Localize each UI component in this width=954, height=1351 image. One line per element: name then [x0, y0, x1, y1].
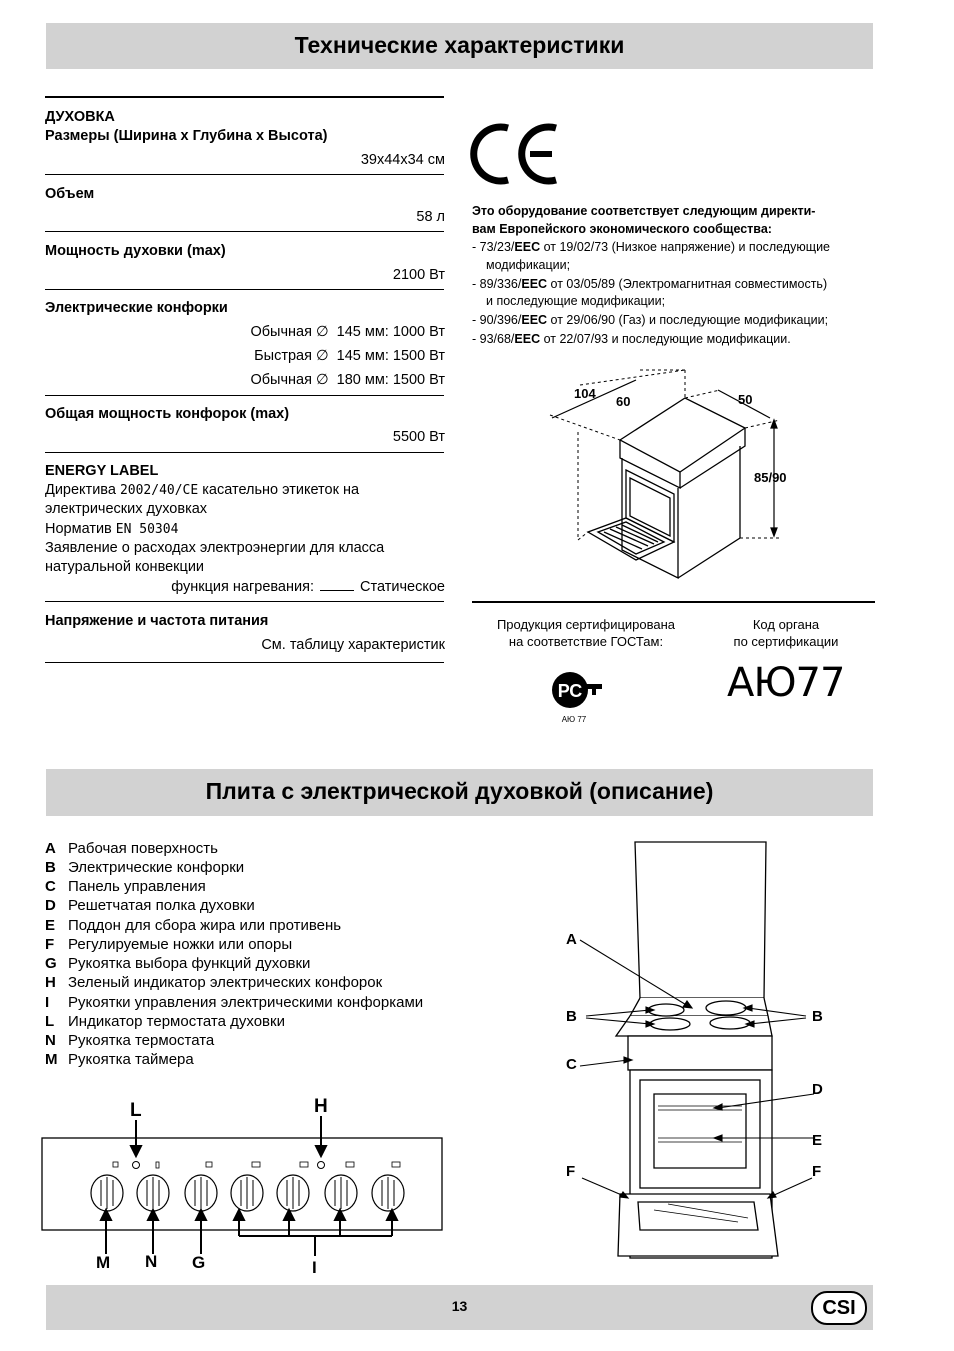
page-number: 13 — [451, 1298, 468, 1314]
legend-item: B Электрические конфорки — [45, 859, 245, 876]
directive-line — [45, 482, 359, 498]
size-label: Размеры (Ширина x Глубина x Высота) — [45, 128, 328, 144]
norm-prefix: Норматив — [45, 521, 116, 537]
hobs-label: Электрические конфорки — [45, 300, 228, 316]
section-title: Технические характеристики — [294, 32, 625, 58]
ce-intro-1: Это оборудование соответствует следующим директи- — [472, 204, 816, 218]
dimension-diagram — [540, 360, 810, 585]
divider — [45, 289, 444, 290]
label-N: N — [145, 1252, 158, 1271]
label-G: G — [192, 1253, 206, 1272]
legend-item: A Рабочая поверхность — [45, 840, 218, 857]
heating-value: Статическое — [360, 579, 445, 595]
section-header-specs — [46, 23, 873, 69]
divider — [45, 96, 444, 98]
ce-mark-icon — [470, 120, 562, 188]
legend-item: D Решетчатая полка духовки — [45, 897, 255, 914]
total-power-value: 5500 Вт — [392, 429, 445, 445]
divider — [472, 601, 875, 603]
cert-left-line-1: Продукция сертифицирована — [496, 617, 676, 632]
label-M: M — [96, 1253, 111, 1272]
norm-line — [45, 521, 178, 537]
power-value: 2100 Вт — [392, 267, 445, 283]
section-title: Плита с электрической духовкой (описание) — [205, 778, 714, 804]
legend-item: C Панель управления — [45, 878, 206, 895]
label-L: L — [130, 1100, 142, 1121]
legend-item: H Зеленый индикатор электрических конфорок — [45, 974, 383, 991]
label-I: I — [312, 1258, 317, 1277]
gost-certification-logo-icon — [548, 670, 606, 724]
hob-2-value: Быстрая ∅ 145 мм: 1500 Вт — [254, 348, 445, 364]
directive-suffix: касательно этикеток на — [198, 482, 360, 498]
voltage-label: Напряжение и частота питания — [45, 613, 269, 629]
legend-item: I Рукоятки управления электрическими конфорками — [45, 994, 424, 1011]
heating-blank — [320, 590, 354, 591]
declaration-line-2: натуральной конвекции — [45, 559, 205, 575]
divider — [45, 174, 444, 175]
dimension-104: 104 — [574, 386, 596, 401]
legend-item: F Регулируемые ножки или опоры — [45, 936, 293, 953]
dimension-50: 50 — [738, 392, 753, 407]
total-power-label: Общая мощность конфорок (max) — [45, 406, 290, 422]
svg-text:РС: РС — [557, 681, 583, 701]
label-A: A — [566, 931, 577, 948]
norm-code: EN 50304 — [115, 522, 179, 537]
footer-bar — [46, 1285, 873, 1330]
oven-label: ДУХОВКА — [45, 109, 115, 125]
legend-item: M Рукоятка таймера — [45, 1051, 194, 1068]
brand-logo: CSI — [811, 1291, 867, 1325]
directive-line-2: электрических духовках — [45, 501, 208, 517]
legend-item: L Индикатор термостата духовки — [45, 1013, 285, 1030]
label-H: H — [314, 1096, 328, 1117]
hob-3-value: Обычная ∅ 180 мм: 1500 Вт — [250, 372, 445, 388]
voltage-value: См. таблицу характеристик — [261, 637, 445, 653]
cert-right-line-1: Код органа — [752, 617, 820, 632]
size-value: 39x44x34 см — [360, 152, 445, 168]
section-header-description — [46, 769, 873, 816]
divider — [45, 662, 444, 663]
cert-right-line-2: по сертификации — [733, 634, 839, 649]
label-B-right: B — [812, 1008, 823, 1025]
heating-label: функция нагревания: — [171, 579, 314, 595]
ce-directive-2: - 89/336/EEC от 03/05/89 (Электромагнитная совместимость) — [472, 277, 828, 291]
legend-item: E Поддон для сбора жира или противень — [45, 917, 342, 934]
cooker-diagram — [558, 838, 838, 1268]
control-panel-diagram — [38, 1092, 448, 1282]
gost-logo-code: АЮ 77 — [561, 715, 587, 724]
ce-intro-2: вам Европейского экономического сообщества: — [472, 222, 772, 236]
label-B-left: B — [566, 1008, 577, 1025]
declaration-line-1: Заявление о расходах электроэнергии для класса — [45, 540, 385, 556]
ce-directive-1-line2: модификации; — [486, 258, 571, 272]
label-F-right: F — [812, 1163, 822, 1180]
volume-value: 58 л — [416, 209, 445, 225]
volume-label: Объем — [45, 186, 95, 202]
divider — [45, 231, 444, 232]
directive-prefix: Директива — [45, 482, 120, 498]
ce-directive-4: - 93/68/EEC от 22/07/93 и последующие модификации. — [472, 332, 791, 346]
dimension-height: 85/90 — [754, 470, 787, 485]
hob-1-value: Обычная ∅ 145 мм: 1000 Вт — [250, 324, 445, 340]
label-C: C — [566, 1056, 577, 1073]
heating-function — [171, 579, 445, 595]
cert-left-line-2: на соответствие ГОСТам: — [508, 634, 664, 649]
certification-code: АЮ77 — [727, 660, 845, 706]
divider — [45, 452, 444, 453]
energy-label-heading: ENERGY LABEL — [45, 463, 159, 479]
label-E: E — [812, 1132, 823, 1149]
ce-directive-3: - 90/396/EEC от 29/06/90 (Газ) и последующие модификации; — [472, 313, 829, 327]
legend-item: N Рукоятка термостата — [45, 1032, 215, 1049]
power-label: Мощность духовки (max) — [45, 243, 226, 259]
label-F-left: F — [566, 1163, 576, 1180]
label-D: D — [812, 1081, 823, 1098]
directive-code: 2002/40/CE — [119, 483, 199, 498]
legend-item: G Рукоятка выбора функций духовки — [45, 955, 311, 972]
ce-directive-1: - 73/23/EEC от 19/02/73 (Низкое напряжение) и последующие — [472, 240, 831, 254]
dimension-60: 60 — [616, 394, 631, 409]
ce-directive-2-line2: и последующие модификации; — [486, 294, 666, 308]
divider — [45, 601, 444, 602]
divider — [45, 395, 444, 396]
